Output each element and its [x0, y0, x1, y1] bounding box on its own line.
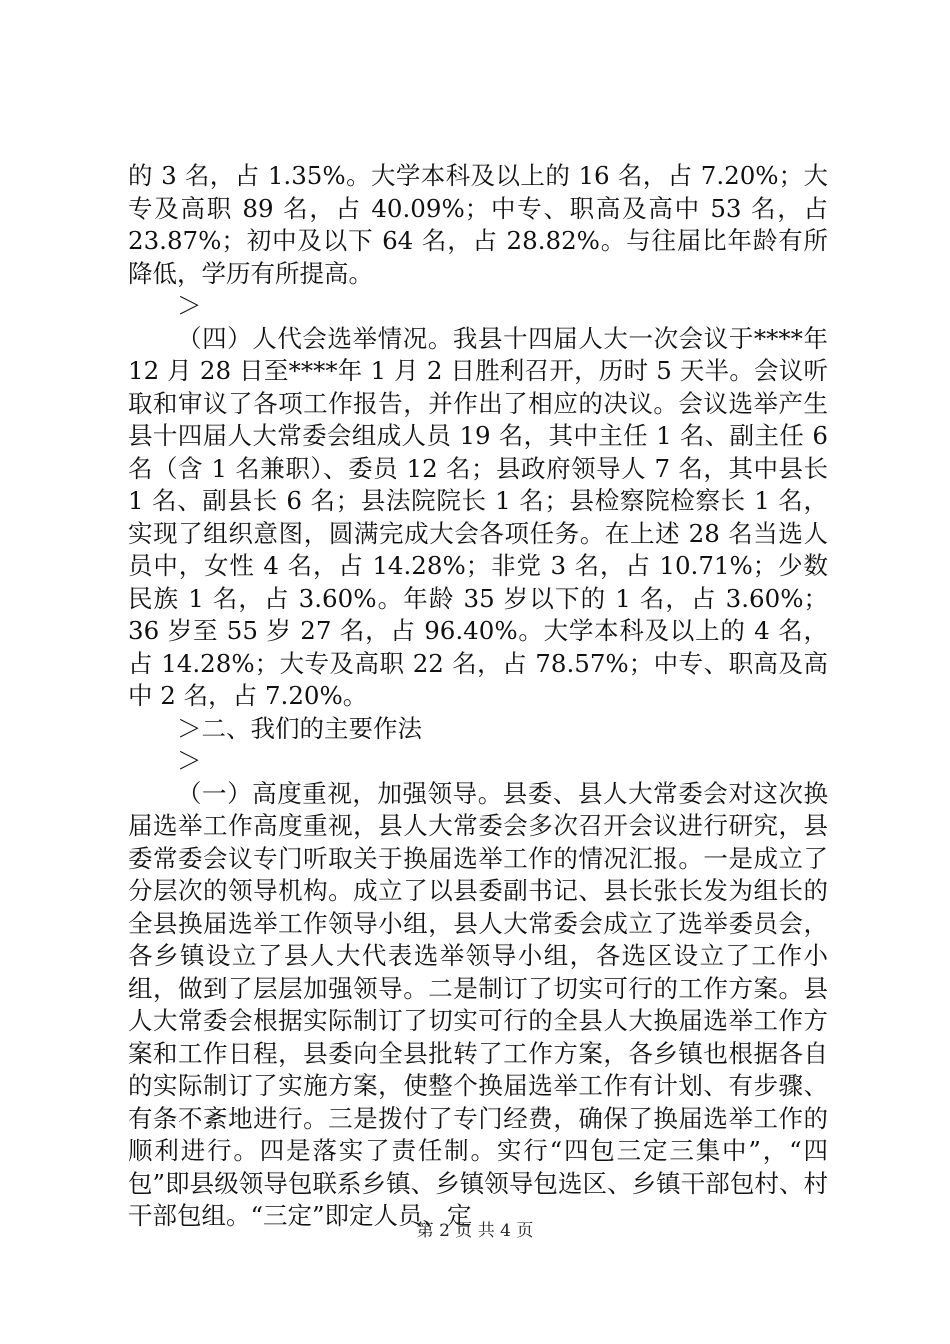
paragraph-marker: ＞ [177, 746, 202, 775]
document-body [128, 160, 828, 1233]
paragraph-marker: ＞ [177, 291, 202, 320]
section-heading-main-practices: ＞二、我们的主要作法 [177, 713, 422, 743]
page-footer: 第 2 页 共 4 页 [416, 1221, 534, 1241]
paragraph-education-stats: 的 3 名，占 1.35%。大学本科及以上的 16 名，占 7.20%；大专及高职 89 名，占 40.09%；中专、职高及高中 53 名，占 23.87%；初中及以下 64 名，占 28.82%。与往届比年龄有所降低，学历有所提高。 [128, 161, 828, 288]
paragraph-congress-election: （四）人代会选举情况。我县十四届人大一次会议于****年 12 月 28 日至****年 1 月 2 日胜利召开，历时 5 天半。会议听取和审议了各项工作报告，并作出了相应的决议。会议选举产生县十四届人大常委会组成人员 19 名，其中主任 1 名、副主任 6 名（含 1 名兼职）、委员 12 名；县政府领导人 7 名，其中县长 1 名、副县长 6 名；县法院院长 1 名；县检察院检察长 1 名，实现了组织意图，圆满完成大会各项任务。在上述 28 名当选人员中，女性 4 名，占 14.28%；非党 3 名，占 10.71%；少数民族 1 名，占 3.60%。年龄 35 岁以下的 1 名，占 3.60%；36 岁至 55 岁 27 名，占 96.40%。大学本科及以上的 4 名，占 14.28%；大专及高职 22 名，占 78.57%；中专、职高及高中 2 名，占 7.20%。 [128, 323, 828, 710]
paragraph-leadership: （一）高度重视，加强领导。县委、县人大常委会对这次换届选举工作高度重视，县人大常委会多次召开会议进行研究，县委常委会议专门听取关于换届选举工作的情况汇报。一是成立了分层次的领导机构。成立了以县委副书记、县长张长发为组长的全县换届选举工作领导小组，县人大常委会成立了选举委员会，各乡镇设立了县人大代表选举领导小组，各选区设立了工作小组，做到了层层加强领导。二是制订了切实可行的工作方案。县人大常委会根据实际制订了切实可行的全县人大换届选举工作方案和工作日程，县委向全县批转了工作方案，各乡镇也根据各自的实际制订了实施方案，使整个换届选举工作有计划、有步骤、有条不紊地进行。三是拨付了专门经费，确保了换届选举工作的顺利进行。四是落实了责任制。实行“四包三定三集中”，“四包”即县级领导包联系乡镇、乡镇领导包选区、乡镇干部包村、村干部包组。“三定”即定人员、定 [128, 778, 828, 1230]
